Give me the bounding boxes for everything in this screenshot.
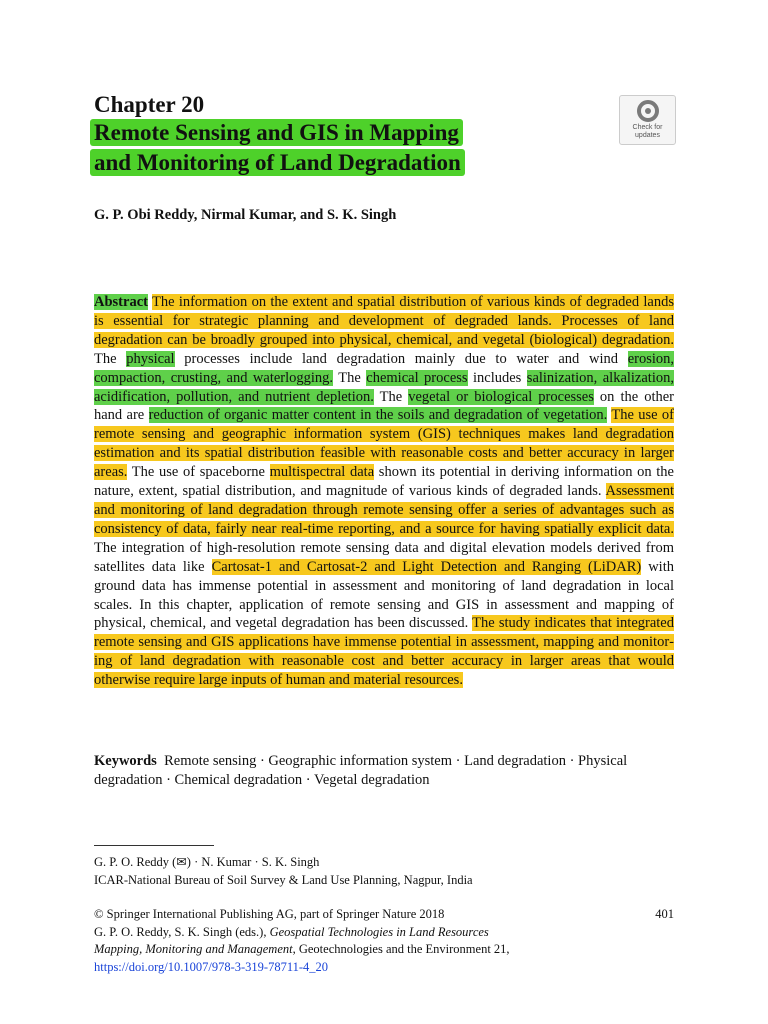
keywords-label: Keywords bbox=[94, 753, 157, 769]
abstract-text: The bbox=[373, 388, 409, 405]
abstract-text: shown its potential in deriving information on the nature, extent, spatial distribution, and magnitude of various kinds of degraded lands. bbox=[94, 464, 674, 500]
highlighted-text: physical bbox=[126, 350, 175, 367]
highlighted-text: vegetal or biological processes bbox=[408, 388, 594, 405]
envelope-icon[interactable]: ✉ bbox=[176, 855, 187, 869]
keywords bbox=[94, 752, 674, 790]
highlighted-text: The use of remote sensing and geographic information system (GIS) techniques makes land degradation estimation and its spatial distribution feasible with reasonable costs and better accuracy in larger areas. bbox=[94, 407, 674, 481]
check-for-updates-badge[interactable] bbox=[619, 95, 676, 145]
highlighted-text: chemical process bbox=[366, 369, 468, 386]
keywords-list: Remote sensing · Geographic information system · Land degradation · Physical degradation · Chemical degradation · Vegetal degradation bbox=[94, 753, 628, 788]
publication-footer bbox=[94, 906, 674, 976]
abstract-text: with ground data has immense potential in assessment and monitoring of land degradation in local scales. In this chapter, application of remote sensing and GIS in assessment and mapping of physical, chemical, and vegetal degradation has been discussed. bbox=[94, 558, 674, 632]
highlighted-text: Cartosat-1 and Cartosat-2 and Light Detection and Ranging (LiDAR) bbox=[211, 558, 642, 575]
highlighted-text: multispectral data bbox=[269, 464, 375, 481]
highlighted-text: erosion, compaction, crusting, and waterlogging. bbox=[94, 350, 674, 386]
highlighted-text: The information on the extent and spatial distribution of various kinds of degraded lands is essential for strategic planning and development of degraded lands. Processes of land degradation can be broadly grouped into physical, chemical, and vegetal (biological) degradation. bbox=[94, 294, 674, 348]
chapter-title-line-1: Remote Sensing and GIS in Mapping bbox=[90, 119, 463, 146]
abstract-text: includes bbox=[467, 369, 527, 386]
abstract-text: The integration of high-resolution remote sensing data and digital elevation models derived from satellites data like bbox=[94, 539, 674, 575]
check-updates-icon bbox=[637, 100, 659, 122]
citation-line-1: G. P. O. Reddy, S. K. Singh (eds.), Geospatial Technologies in Land Resources bbox=[94, 924, 489, 939]
abstract bbox=[94, 293, 674, 690]
highlighted-text: salinization, alkalization, acidification, pollution, and nutrient depletion. bbox=[94, 369, 674, 405]
chapter-title-line-2: and Monitoring of Land Degradation bbox=[90, 149, 465, 176]
copyright-line: © Springer International Publishing AG, part of Springer Nature 2018 bbox=[94, 907, 445, 921]
abstract-text: The bbox=[333, 369, 367, 386]
abstract-text: on the other hand are bbox=[94, 388, 675, 424]
affiliation-institute: ICAR-National Bureau of Soil Survey & Land Use Planning, Nagpur, India bbox=[94, 873, 473, 887]
affiliation-authors: G. P. O. Reddy (✉) · N. Kumar · S. K. Singh bbox=[94, 855, 320, 869]
highlighted-text: reduction of organic matter content in the soils and degradation of vegetation. bbox=[148, 407, 608, 424]
page-number: 401 bbox=[655, 907, 674, 921]
footnote-rule bbox=[94, 845, 214, 846]
highlighted-text: Assessment and monitoring of land degradation through remote sensing offer a series of advantages such as consistency of data, fairly near real-time reporting, and a source for having spatially explicit data. bbox=[94, 483, 674, 537]
abstract-text: The bbox=[94, 350, 127, 367]
abstract-text: The use of spaceborne bbox=[127, 464, 270, 481]
citation-line-2: Mapping, Monitoring and Management, Geotechnologies and the Environment 21, bbox=[94, 942, 510, 956]
abstract-text: processes include land degradation mainly due to water and wind bbox=[174, 350, 628, 367]
chapter-label: Chapter 20 bbox=[94, 92, 205, 117]
author-list: G. P. Obi Reddy, Nirmal Kumar, and S. K. Singh bbox=[94, 207, 397, 223]
chapter-title bbox=[90, 118, 465, 178]
doi-link[interactable]: https://doi.org/10.1007/978-3-319-78711-4_20 bbox=[94, 959, 329, 974]
check-updates-label: Check for updates bbox=[632, 124, 663, 139]
affiliation bbox=[94, 853, 473, 889]
highlighted-text: The study indicates that integrated remote sensing and GIS applications have immense potential in assessment, mapping and monitoring of land degradation with reasonable cost and better accuracy in larger areas that would otherwise require large inputs of human and material resources. bbox=[94, 615, 674, 689]
abstract-label: Abstract bbox=[94, 294, 148, 310]
